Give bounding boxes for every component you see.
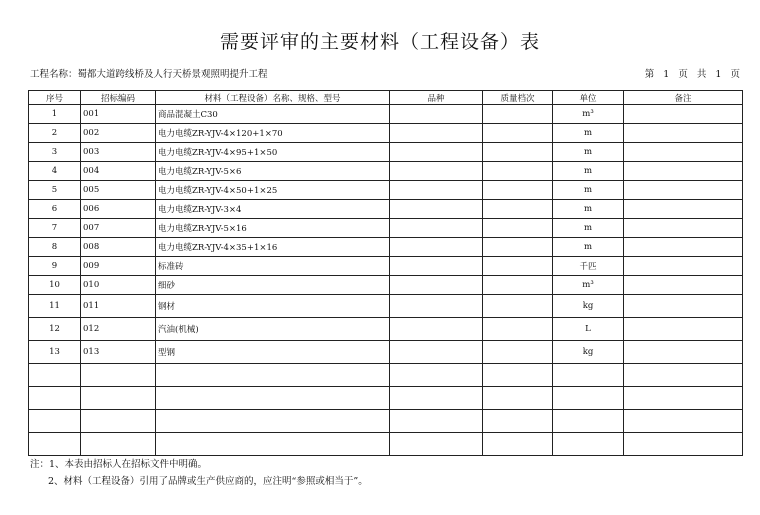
cell-code: 005: [81, 181, 156, 200]
cell-variety: [390, 341, 483, 364]
cell-name: 钢材: [156, 295, 390, 318]
cell-name: [156, 410, 390, 433]
cell-unit: [553, 364, 624, 387]
table-body: [29, 105, 743, 456]
table-row: [29, 257, 743, 276]
cell-no: [29, 410, 81, 433]
cell-unit: m: [553, 181, 624, 200]
cell-name: 商品混凝土C30: [156, 105, 390, 124]
cell-grade: [483, 181, 553, 200]
cell-grade: [483, 364, 553, 387]
cell-code: 012: [81, 318, 156, 341]
cell-remark: [624, 341, 743, 364]
cell-name: 电力电缆ZR-YJV-5×6: [156, 162, 390, 181]
project-name: 蜀都大道跨线桥及人行天桥景观照明提升工程: [77, 69, 268, 80]
cell-no: 6: [29, 200, 81, 219]
cell-variety: [390, 295, 483, 318]
table-row: [29, 318, 743, 341]
page-total: 1: [715, 69, 722, 80]
cell-code: 007: [81, 219, 156, 238]
cell-variety: [390, 364, 483, 387]
cell-unit: [553, 387, 624, 410]
cell-code: 004: [81, 162, 156, 181]
cell-unit: kg: [553, 341, 624, 364]
cell-grade: [483, 341, 553, 364]
blank-row: [29, 410, 743, 433]
table-row: [29, 276, 743, 295]
cell-unit: L: [553, 318, 624, 341]
cell-code: [81, 433, 156, 456]
cell-grade: [483, 387, 553, 410]
cell-code: [81, 410, 156, 433]
page-ye-total: 页: [730, 69, 740, 80]
cell-unit: m: [553, 124, 624, 143]
cell-remark: [624, 276, 743, 295]
cell-remark: [624, 143, 743, 162]
blank-row: [29, 364, 743, 387]
cell-variety: [390, 433, 483, 456]
page-indicator: [639, 66, 740, 80]
cell-remark: [624, 364, 743, 387]
cell-remark: [624, 181, 743, 200]
cell-code: 001: [81, 105, 156, 124]
cell-code: 003: [81, 143, 156, 162]
cell-unit: m: [553, 162, 624, 181]
cell-remark: [624, 124, 743, 143]
table-row: [29, 143, 743, 162]
cell-no: 12: [29, 318, 81, 341]
cell-name: [156, 364, 390, 387]
cell-grade: [483, 143, 553, 162]
cell-no: 1: [29, 105, 81, 124]
note-2: 2、材料（工程设备）引用了品牌或生产供应商的，应注明“参照或相当于”。: [48, 476, 368, 487]
cell-grade: [483, 410, 553, 433]
blank-row: [29, 387, 743, 410]
cell-name: [156, 433, 390, 456]
cell-remark: [624, 295, 743, 318]
table-row: [29, 105, 743, 124]
table-row: [29, 124, 743, 143]
cell-unit: m: [553, 238, 624, 257]
cell-variety: [390, 219, 483, 238]
cell-code: 006: [81, 200, 156, 219]
cell-no: 7: [29, 219, 81, 238]
cell-no: [29, 433, 81, 456]
table-header-row: [29, 91, 743, 105]
page-title: 需要评审的主要材料（工程设备）表: [219, 31, 540, 53]
cell-code: 009: [81, 257, 156, 276]
cell-variety: [390, 181, 483, 200]
cell-code: 008: [81, 238, 156, 257]
cell-variety: [390, 162, 483, 181]
cell-remark: [624, 162, 743, 181]
blank-row: [29, 433, 743, 456]
cell-name: 型钢: [156, 341, 390, 364]
cell-variety: [390, 200, 483, 219]
table-row: [29, 295, 743, 318]
cell-name: 电力电缆ZR-YJV-4×95+1×50: [156, 143, 390, 162]
cell-variety: [390, 105, 483, 124]
cell-remark: [624, 105, 743, 124]
table-row: [29, 162, 743, 181]
table-row: [29, 200, 743, 219]
cell-grade: [483, 276, 553, 295]
cell-grade: [483, 318, 553, 341]
cell-remark: [624, 318, 743, 341]
cell-grade: [483, 238, 553, 257]
cell-code: [81, 364, 156, 387]
project-info: [30, 66, 268, 80]
project-label: 工程名称：: [30, 69, 78, 80]
cell-remark: [624, 433, 743, 456]
page-ye: 页: [678, 69, 688, 80]
cell-unit: [553, 410, 624, 433]
cell-unit: [553, 433, 624, 456]
cell-remark: [624, 200, 743, 219]
cell-variety: [390, 124, 483, 143]
cell-remark: [624, 410, 743, 433]
cell-name: 电力电缆ZR-YJV-3×4: [156, 200, 390, 219]
page-gong: 共: [696, 69, 707, 80]
cell-code: [81, 387, 156, 410]
cell-code: 013: [81, 341, 156, 364]
cell-name: 电力电缆ZR-YJV-4×120+1×70: [156, 124, 390, 143]
cell-name: 标准砖: [156, 257, 390, 276]
cell-code: 011: [81, 295, 156, 318]
cell-remark: [624, 238, 743, 257]
cell-no: [29, 387, 81, 410]
materials-table: [28, 90, 743, 456]
cell-no: 8: [29, 238, 81, 257]
cell-code: 002: [81, 124, 156, 143]
cell-remark: [624, 219, 743, 238]
cell-grade: [483, 105, 553, 124]
cell-no: 5: [29, 181, 81, 200]
cell-name: [156, 387, 390, 410]
cell-grade: [483, 257, 553, 276]
table-row: [29, 219, 743, 238]
cell-unit: kg: [553, 295, 624, 318]
cell-unit: m: [553, 200, 624, 219]
cell-no: 9: [29, 257, 81, 276]
table-row: [29, 341, 743, 364]
cell-grade: [483, 124, 553, 143]
cell-unit: m³: [553, 276, 624, 295]
col-header-grade: 质量档次: [483, 91, 553, 105]
cell-grade: [483, 433, 553, 456]
cell-name: 细砂: [156, 276, 390, 295]
cell-grade: [483, 162, 553, 181]
cell-unit: 千匹: [553, 257, 624, 276]
table-row: [29, 181, 743, 200]
note-1: 注：1、本表由招标人在招标文件中明确。: [30, 459, 208, 470]
cell-grade: [483, 295, 553, 318]
table-row: [29, 238, 743, 257]
cell-remark: [624, 257, 743, 276]
col-header-code: 招标编码: [81, 91, 156, 105]
cell-no: 11: [29, 295, 81, 318]
notes: [30, 456, 368, 490]
col-header-variety: 品种: [390, 91, 483, 105]
cell-name: 电力电缆ZR-YJV-4×50+1×25: [156, 181, 390, 200]
cell-no: 10: [29, 276, 81, 295]
cell-grade: [483, 219, 553, 238]
page-di: 第: [644, 69, 655, 80]
cell-remark: [624, 387, 743, 410]
cell-unit: m: [553, 143, 624, 162]
cell-variety: [390, 143, 483, 162]
cell-variety: [390, 410, 483, 433]
col-header-remark: 备注: [624, 91, 743, 105]
cell-name: 电力电缆ZR-YJV-5×16: [156, 219, 390, 238]
cell-variety: [390, 238, 483, 257]
cell-code: 010: [81, 276, 156, 295]
cell-unit: m: [553, 219, 624, 238]
cell-no: 3: [29, 143, 81, 162]
col-header-name: 材料（工程设备）名称、规格、型号: [156, 91, 390, 105]
col-header-unit: 单位: [553, 91, 624, 105]
cell-no: [29, 364, 81, 387]
cell-variety: [390, 257, 483, 276]
cell-no: 13: [29, 341, 81, 364]
col-header-no: 序号: [29, 91, 81, 105]
cell-name: 汽油(机械): [156, 318, 390, 341]
cell-variety: [390, 387, 483, 410]
cell-unit: m³: [553, 105, 624, 124]
cell-variety: [390, 318, 483, 341]
cell-no: 2: [29, 124, 81, 143]
cell-variety: [390, 276, 483, 295]
cell-grade: [483, 200, 553, 219]
cell-name: 电力电缆ZR-YJV-4×35+1×16: [156, 238, 390, 257]
cell-no: 4: [29, 162, 81, 181]
page-number: 1: [663, 69, 670, 80]
